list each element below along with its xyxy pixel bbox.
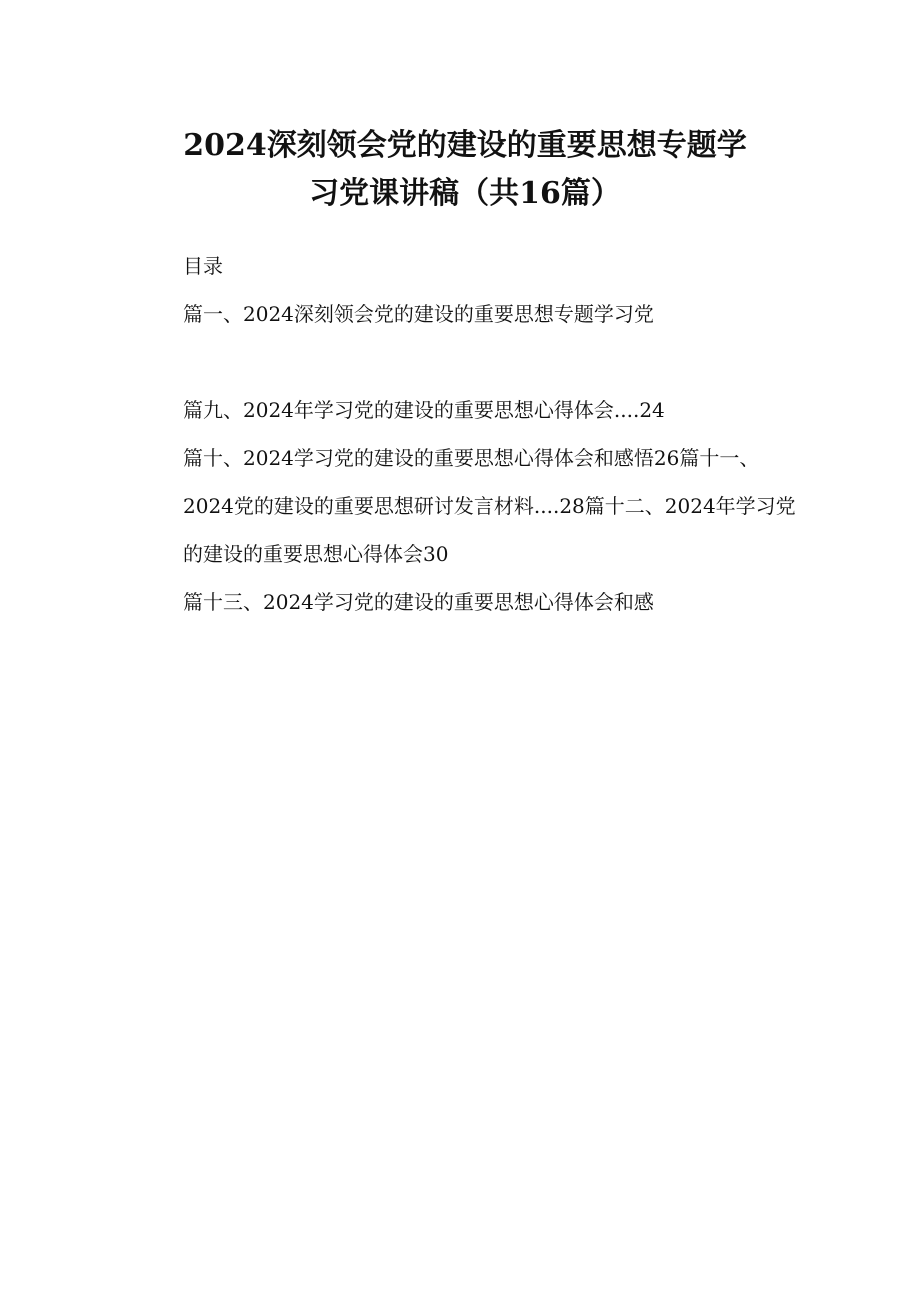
toc-entry: 篇十、2024学习党的建设的重要思想心得体会和感悟26篇十一、 (183, 446, 760, 470)
document-title-line-1: 2024深刻领会党的建设的重要思想专题学 (183, 128, 747, 163)
document-title-line-2: 习党课讲稿（共16篇） (309, 176, 621, 211)
toc-entry: 的建设的重要思想心得体会30 (183, 542, 449, 566)
toc-entry: 篇十三、2024学习党的建设的重要思想心得体会和感 (183, 590, 654, 614)
toc-entry: 篇九、2024年学习党的建设的重要思想心得体会....24 (183, 398, 665, 422)
toc-entry: 2024党的建设的重要思想研讨发言材料....28篇十二、2024年学习党 (183, 494, 796, 518)
toc-entry: 篇一、2024深刻领会党的建设的重要思想专题学习党 (183, 302, 654, 326)
toc-heading: 目录 (183, 254, 223, 278)
